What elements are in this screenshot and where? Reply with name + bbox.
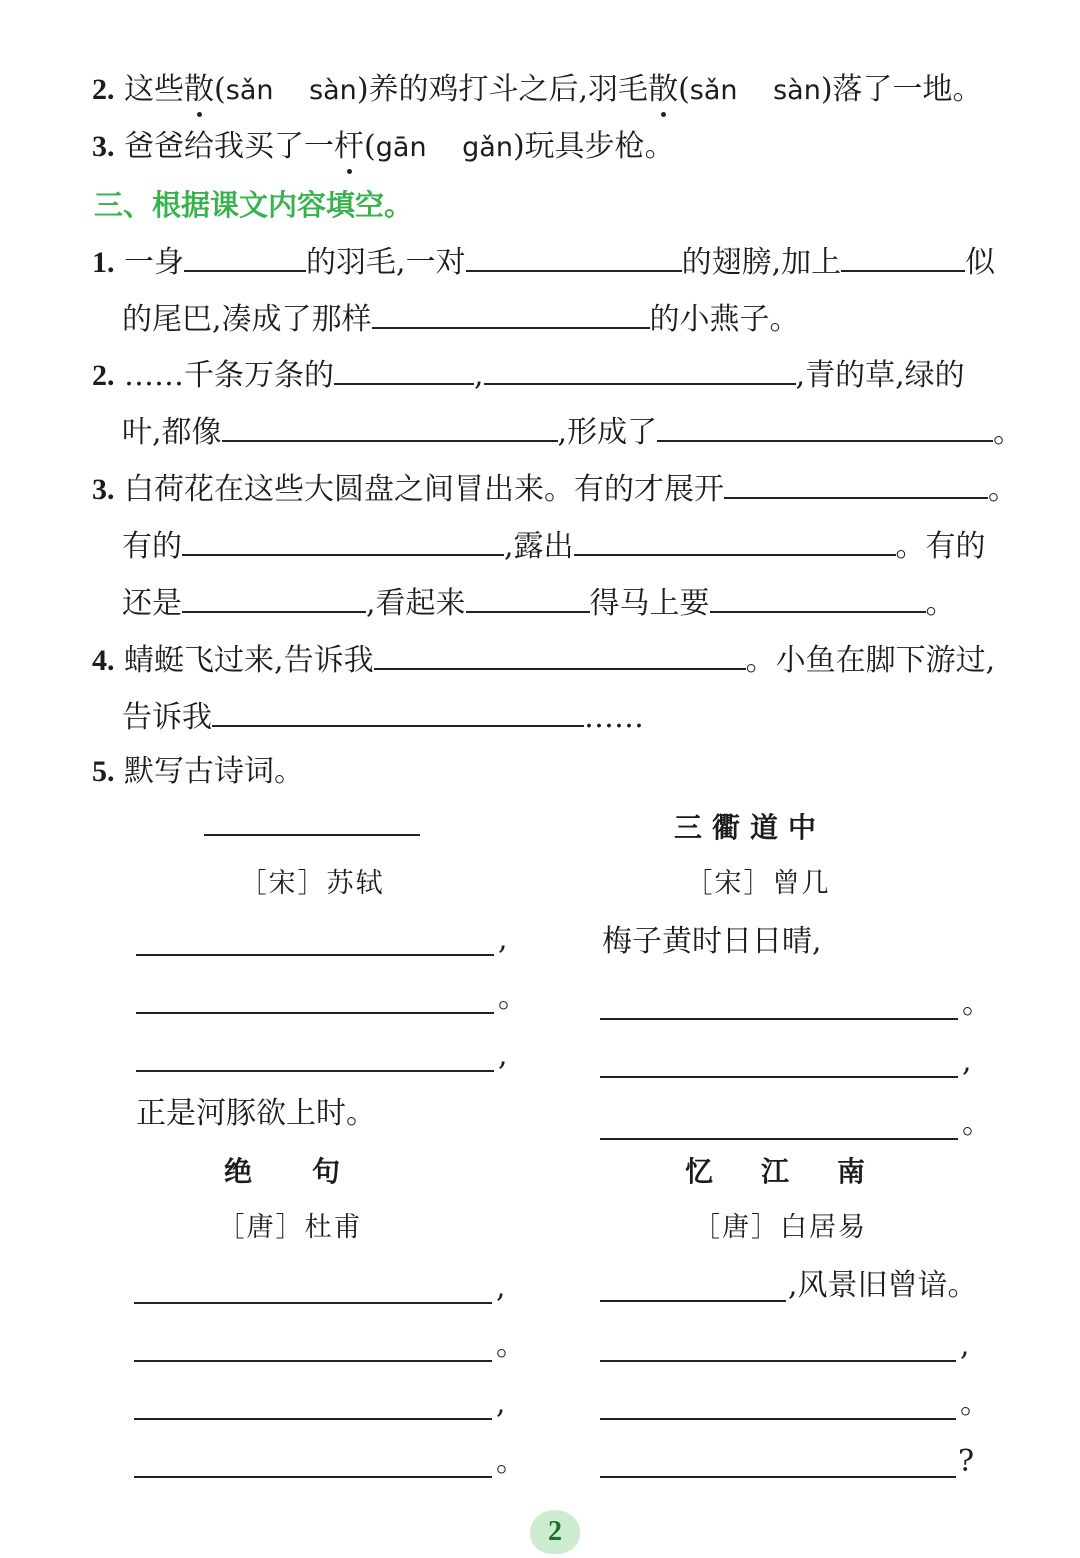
section-heading: 三、根据课文内容填空。 bbox=[94, 188, 414, 222]
poem-line-text: ,风景旧曾谙。 bbox=[788, 1268, 978, 1303]
poem-author: ［唐］杜甫 bbox=[217, 1212, 363, 1243]
poem-line-blank[interactable] bbox=[136, 920, 516, 960]
poem-title: 忆 江 南 bbox=[684, 1155, 875, 1188]
fill-question-3-cont1 bbox=[122, 524, 986, 567]
paren-open: ( bbox=[214, 72, 226, 107]
poem-line-blank[interactable] bbox=[600, 1326, 980, 1366]
question-text: 的翅膀,加上 bbox=[681, 245, 842, 280]
question-text: ,形成了 bbox=[557, 415, 658, 450]
question-text: 。 bbox=[993, 415, 1024, 450]
question-text: ,露出 bbox=[504, 529, 574, 564]
question-text: ,青的草,绿的 bbox=[795, 358, 965, 393]
question-text: )玩具步枪。 bbox=[512, 129, 675, 164]
poem-title-blank[interactable] bbox=[204, 800, 420, 840]
pinyin-options[interactable]: sǎn sàn bbox=[225, 75, 357, 106]
answer-blank[interactable] bbox=[184, 240, 306, 272]
question-text: 爸爸给我买了一 bbox=[124, 129, 335, 164]
question-text: 这些 bbox=[124, 72, 185, 107]
poem-line-blank[interactable] bbox=[134, 1384, 514, 1424]
fill-question-1 bbox=[92, 240, 995, 283]
poem-title: 绝 句 bbox=[223, 1155, 356, 1188]
punctuation: , bbox=[960, 1328, 970, 1363]
question-text: )落了一地。 bbox=[820, 72, 983, 107]
punctuation: , bbox=[498, 1038, 508, 1073]
question-number: 4. bbox=[92, 644, 115, 677]
poem-line-blank[interactable] bbox=[600, 1442, 980, 1482]
punctuation: ? bbox=[958, 1444, 975, 1479]
question-number: 2. bbox=[92, 359, 115, 392]
question-text: 默写古诗词。 bbox=[124, 754, 305, 789]
question-number: 3. bbox=[92, 130, 115, 163]
answer-blank[interactable] bbox=[574, 524, 896, 556]
question-text: , bbox=[474, 358, 484, 393]
answer-blank[interactable] bbox=[484, 353, 796, 385]
question-text: 。 bbox=[988, 472, 1019, 507]
poem-line-blank[interactable] bbox=[600, 1104, 992, 1144]
question-text: 叶,都像 bbox=[122, 415, 222, 450]
answer-blank[interactable] bbox=[657, 410, 993, 442]
question-text: 有的 bbox=[122, 529, 182, 564]
answer-blank[interactable] bbox=[710, 581, 926, 613]
question-number: 1. bbox=[92, 246, 115, 279]
question-text: ,看起来 bbox=[366, 586, 466, 621]
question-text: 。小鱼在脚下游过, bbox=[745, 643, 996, 678]
poem-line-blank[interactable] bbox=[600, 1042, 980, 1082]
punctuation: 。 bbox=[962, 1106, 992, 1141]
question-text: 得马上要 bbox=[589, 586, 710, 621]
answer-blank[interactable] bbox=[374, 638, 746, 670]
poem-line-blank[interactable] bbox=[136, 978, 528, 1018]
question-text: )养的鸡打斗之后,羽毛 bbox=[356, 72, 649, 107]
question-text: 告诉我 bbox=[122, 700, 212, 735]
poem-line-blank[interactable] bbox=[600, 1384, 990, 1424]
poem-line-blank[interactable] bbox=[134, 1268, 514, 1308]
question-text: 的小燕子。 bbox=[649, 302, 800, 337]
fill-question-1-cont bbox=[122, 297, 800, 340]
page-number: 2 bbox=[530, 1510, 580, 1554]
question-text: …… bbox=[584, 700, 644, 735]
punctuation: 。 bbox=[496, 1328, 526, 1363]
answer-blank[interactable] bbox=[724, 467, 988, 499]
poem-author: ［宋］曾几 bbox=[685, 868, 831, 899]
question-number: 2. bbox=[92, 73, 115, 106]
fill-question-5 bbox=[92, 752, 304, 792]
answer-blank[interactable] bbox=[182, 524, 504, 556]
pinyin-options[interactable]: gān gǎn bbox=[375, 132, 513, 163]
question-text: 白荷花在这些大圆盘之间冒出来。有的才展开 bbox=[124, 472, 725, 507]
question-text: 似 bbox=[965, 245, 996, 280]
poem-line-text: 正是河豚欲上时。 bbox=[136, 1096, 376, 1131]
emphasized-char: 散 bbox=[184, 72, 215, 107]
poem-title: 三衢道中 bbox=[673, 811, 826, 844]
fill-question-4-cont bbox=[122, 695, 644, 738]
question-text: 的羽毛,一对 bbox=[306, 245, 466, 280]
question-text: 蜻蜓飞过来,告诉我 bbox=[124, 643, 374, 678]
fill-question-3 bbox=[92, 467, 1018, 510]
question-text: 还是 bbox=[122, 586, 182, 621]
poem-author: ［唐］白居易 bbox=[693, 1212, 867, 1243]
answer-blank[interactable] bbox=[466, 581, 590, 613]
question-text: ……千条万条的 bbox=[124, 358, 335, 393]
poem-author: ［宋］苏轼 bbox=[239, 868, 385, 899]
answer-blank[interactable] bbox=[222, 410, 558, 442]
answer-blank[interactable] bbox=[334, 353, 474, 385]
fill-question-2-cont bbox=[122, 410, 1023, 453]
poem-line-first[interactable] bbox=[600, 1266, 980, 1306]
paren-open: ( bbox=[364, 129, 376, 164]
question-2-2 bbox=[92, 70, 983, 111]
punctuation: , bbox=[498, 922, 508, 957]
question-number: 5. bbox=[92, 755, 115, 788]
answer-blank[interactable] bbox=[372, 297, 650, 329]
fill-question-2 bbox=[92, 353, 965, 396]
answer-blank[interactable] bbox=[841, 240, 965, 272]
question-number: 3. bbox=[92, 473, 115, 506]
answer-blank[interactable] bbox=[182, 581, 366, 613]
punctuation: , bbox=[496, 1386, 506, 1421]
fill-question-4 bbox=[92, 638, 995, 681]
poem-line-blank[interactable] bbox=[134, 1326, 526, 1366]
pinyin-options[interactable]: sǎn sàn bbox=[689, 75, 821, 106]
punctuation: 。 bbox=[498, 980, 528, 1015]
poem-line-blank[interactable] bbox=[600, 984, 992, 1024]
poem-line-text: 梅子黄时日日晴, bbox=[602, 924, 822, 959]
answer-blank[interactable] bbox=[212, 695, 584, 727]
emphasized-char: 散 bbox=[648, 72, 679, 107]
paren-open: ( bbox=[678, 72, 690, 107]
question-text: 的尾巴,凑成了那样 bbox=[122, 302, 372, 337]
fill-question-3-cont2 bbox=[122, 581, 956, 624]
punctuation: 。 bbox=[962, 986, 992, 1021]
answer-blank[interactable] bbox=[466, 240, 682, 272]
question-2-3 bbox=[92, 127, 675, 168]
punctuation: 。 bbox=[496, 1444, 526, 1479]
punctuation: , bbox=[962, 1044, 972, 1079]
poem-line-blank[interactable] bbox=[134, 1442, 526, 1482]
question-text: 。 bbox=[925, 586, 956, 621]
question-text: 一身 bbox=[124, 245, 185, 280]
poem-line-blank[interactable] bbox=[136, 1036, 516, 1076]
punctuation: 。 bbox=[960, 1386, 990, 1421]
emphasized-char: 杆 bbox=[334, 129, 365, 164]
question-text: 。有的 bbox=[895, 529, 986, 564]
punctuation: , bbox=[496, 1270, 506, 1305]
